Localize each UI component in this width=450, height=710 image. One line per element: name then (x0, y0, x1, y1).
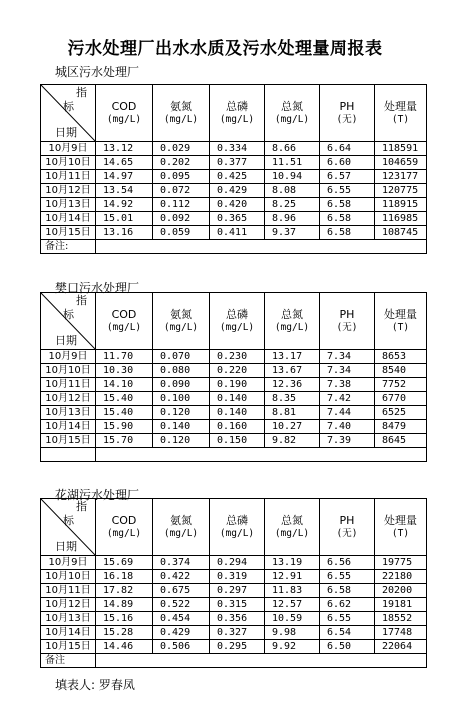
note-row (41, 448, 427, 462)
value-cell-tp: 0.140 (210, 406, 265, 420)
column-header-name: COD (111, 100, 137, 113)
table-row (41, 226, 427, 240)
value-cell-tp: 0.420 (210, 198, 265, 212)
header-row (41, 85, 427, 142)
value-cell-tn: 12.36 (265, 378, 320, 392)
column-header-name: 氨氮 (170, 308, 192, 321)
table-row (41, 584, 427, 598)
column-header-name: 总氮 (281, 514, 303, 527)
value-cell-tn: 9.82 (265, 434, 320, 448)
value-cell-cod: 14.89 (96, 598, 153, 612)
column-header-name: 总氮 (281, 100, 303, 113)
column-header-unit: (无) (336, 322, 358, 333)
diag-label-indicator: 指 (76, 86, 87, 99)
column-header (96, 499, 153, 556)
date-cell: 10月9日 (41, 350, 96, 364)
value-cell-volume: 118591 (375, 142, 427, 156)
column-header-unit: (无) (336, 528, 358, 539)
value-cell-tp: 0.230 (210, 350, 265, 364)
value-cell-nh3: 0.100 (153, 392, 210, 406)
date-cell: 10月12日 (41, 598, 96, 612)
value-cell-tp: 0.425 (210, 170, 265, 184)
date-cell: 10月15日 (41, 226, 96, 240)
value-cell-nh3: 0.092 (153, 212, 210, 226)
header-row (41, 499, 427, 556)
value-cell-ph: 6.56 (320, 556, 375, 570)
column-header (265, 293, 320, 350)
diag-label-date: 日期 (55, 126, 77, 139)
value-cell-cod: 14.97 (96, 170, 153, 184)
value-cell-volume: 8645 (375, 434, 427, 448)
data-table-fankou (40, 292, 427, 462)
column-header-name: 总磷 (226, 100, 248, 113)
value-cell-tp: 0.411 (210, 226, 265, 240)
date-cell: 10月9日 (41, 142, 96, 156)
date-cell: 10月12日 (41, 392, 96, 406)
value-cell-tn: 8.25 (265, 198, 320, 212)
value-cell-cod: 15.40 (96, 392, 153, 406)
value-cell-nh3: 0.070 (153, 350, 210, 364)
column-header (375, 85, 427, 142)
diagonal-header-cell (41, 293, 96, 350)
table-row (41, 556, 427, 570)
value-cell-tp: 0.297 (210, 584, 265, 598)
value-cell-volume: 118915 (375, 198, 427, 212)
value-cell-tn: 11.51 (265, 156, 320, 170)
value-cell-tn: 12.91 (265, 570, 320, 584)
column-header-name: PH (339, 514, 355, 527)
value-cell-nh3: 0.374 (153, 556, 210, 570)
value-cell-volume: 8653 (375, 350, 427, 364)
column-header-unit: (T) (391, 528, 410, 539)
note-row (41, 240, 427, 254)
date-cell: 10月14日 (41, 212, 96, 226)
value-cell-nh3: 0.112 (153, 198, 210, 212)
column-header (320, 499, 375, 556)
value-cell-volume: 108745 (375, 226, 427, 240)
table-row (41, 170, 427, 184)
diag-label-date: 日期 (55, 334, 77, 347)
column-header (210, 293, 265, 350)
value-cell-ph: 6.60 (320, 156, 375, 170)
column-header-name: COD (111, 514, 137, 527)
date-cell: 10月13日 (41, 198, 96, 212)
column-header (153, 499, 210, 556)
date-cell: 10月10日 (41, 364, 96, 378)
value-cell-tn: 10.27 (265, 420, 320, 434)
value-cell-volume: 123177 (375, 170, 427, 184)
value-cell-ph: 6.55 (320, 612, 375, 626)
table-row (41, 350, 427, 364)
value-cell-tn: 8.96 (265, 212, 320, 226)
date-cell: 10月12日 (41, 184, 96, 198)
value-cell-tn: 10.94 (265, 170, 320, 184)
column-header-unit: (T) (391, 322, 410, 333)
column-header-unit: (mg/L) (163, 114, 199, 125)
date-cell: 10月11日 (41, 170, 96, 184)
note-content-cell (96, 240, 427, 254)
value-cell-tp: 0.294 (210, 556, 265, 570)
value-cell-tp: 0.160 (210, 420, 265, 434)
column-header-unit: (mg/L) (106, 528, 142, 539)
table-row (41, 420, 427, 434)
data-table-huahu (40, 498, 427, 668)
value-cell-tn: 8.08 (265, 184, 320, 198)
value-cell-volume: 22180 (375, 570, 427, 584)
value-cell-ph: 6.55 (320, 570, 375, 584)
date-cell: 10月10日 (41, 570, 96, 584)
column-header (210, 499, 265, 556)
table-row (41, 156, 427, 170)
value-cell-tn: 9.92 (265, 640, 320, 654)
column-header (153, 85, 210, 142)
note-label: 备注 (41, 654, 96, 668)
value-cell-tn: 13.19 (265, 556, 320, 570)
value-cell-cod: 15.01 (96, 212, 153, 226)
diag-label-mark: 标 (63, 514, 74, 527)
value-cell-tp: 0.190 (210, 378, 265, 392)
data-table-chengqu (40, 84, 427, 254)
value-cell-cod: 14.92 (96, 198, 153, 212)
value-cell-nh3: 0.422 (153, 570, 210, 584)
column-header-unit: (mg/L) (219, 322, 255, 333)
table-row (41, 378, 427, 392)
value-cell-cod: 10.30 (96, 364, 153, 378)
value-cell-tp: 0.140 (210, 392, 265, 406)
column-header-unit: (mg/L) (163, 528, 199, 539)
table-row (41, 198, 427, 212)
value-cell-ph: 7.34 (320, 350, 375, 364)
diag-label-mark: 标 (63, 308, 74, 321)
table-row (41, 434, 427, 448)
table-row (41, 570, 427, 584)
value-cell-cod: 17.82 (96, 584, 153, 598)
diag-label-indicator: 指 (76, 500, 87, 513)
column-header-unit: (mg/L) (219, 528, 255, 539)
date-cell: 10月11日 (41, 378, 96, 392)
value-cell-ph: 6.57 (320, 170, 375, 184)
table-row (41, 212, 427, 226)
column-header-unit: (无) (336, 114, 358, 125)
value-cell-nh3: 0.675 (153, 584, 210, 598)
value-cell-cod: 15.28 (96, 626, 153, 640)
value-cell-ph: 6.50 (320, 640, 375, 654)
section-label-chengqu: 城区污水处理厂 (55, 65, 140, 79)
table-row (41, 142, 427, 156)
value-cell-tp: 0.315 (210, 598, 265, 612)
value-cell-cod: 13.54 (96, 184, 153, 198)
value-cell-tp: 0.334 (210, 142, 265, 156)
column-header (375, 293, 427, 350)
date-cell: 10月15日 (41, 434, 96, 448)
value-cell-nh3: 0.029 (153, 142, 210, 156)
value-cell-tp: 0.327 (210, 626, 265, 640)
column-header-unit: (mg/L) (274, 528, 310, 539)
value-cell-cod: 15.90 (96, 420, 153, 434)
value-cell-cod: 15.16 (96, 612, 153, 626)
date-cell: 10月13日 (41, 612, 96, 626)
table-row (41, 406, 427, 420)
diag-label-date: 日期 (55, 540, 77, 553)
value-cell-tp: 0.356 (210, 612, 265, 626)
table-row (41, 598, 427, 612)
column-header-name: 处理量 (384, 100, 417, 113)
value-cell-ph: 6.55 (320, 184, 375, 198)
column-header (320, 293, 375, 350)
value-cell-tp: 0.429 (210, 184, 265, 198)
value-cell-tn: 8.81 (265, 406, 320, 420)
value-cell-ph: 6.58 (320, 212, 375, 226)
column-header-unit: (mg/L) (274, 322, 310, 333)
table-row (41, 612, 427, 626)
value-cell-nh3: 0.506 (153, 640, 210, 654)
table-row (41, 184, 427, 198)
note-label: 备注: (41, 240, 96, 254)
value-cell-cod: 13.16 (96, 226, 153, 240)
value-cell-tn: 9.98 (265, 626, 320, 640)
value-cell-tn: 12.57 (265, 598, 320, 612)
date-cell: 10月11日 (41, 584, 96, 598)
value-cell-volume: 8540 (375, 364, 427, 378)
value-cell-nh3: 0.080 (153, 364, 210, 378)
note-content-cell (96, 654, 427, 668)
date-cell: 10月10日 (41, 156, 96, 170)
value-cell-cod: 13.12 (96, 142, 153, 156)
value-cell-tp: 0.377 (210, 156, 265, 170)
value-cell-ph: 6.62 (320, 598, 375, 612)
value-cell-tn: 13.67 (265, 364, 320, 378)
value-cell-ph: 7.44 (320, 406, 375, 420)
column-header-unit: (mg/L) (274, 114, 310, 125)
value-cell-nh3: 0.429 (153, 626, 210, 640)
value-cell-tn: 13.17 (265, 350, 320, 364)
filler-signature: 填表人: 罗春凤 (55, 678, 135, 692)
value-cell-cod: 14.65 (96, 156, 153, 170)
note-row (41, 654, 427, 668)
value-cell-nh3: 0.140 (153, 420, 210, 434)
table-row (41, 392, 427, 406)
date-cell: 10月13日 (41, 406, 96, 420)
value-cell-ph: 7.38 (320, 378, 375, 392)
date-cell: 10月9日 (41, 556, 96, 570)
table-row (41, 364, 427, 378)
value-cell-tn: 9.37 (265, 226, 320, 240)
column-header-unit: (mg/L) (163, 322, 199, 333)
column-header-unit: (mg/L) (219, 114, 255, 125)
value-cell-volume: 22064 (375, 640, 427, 654)
value-cell-ph: 7.39 (320, 434, 375, 448)
column-header-unit: (mg/L) (106, 114, 142, 125)
column-header (320, 85, 375, 142)
note-content-cell (96, 448, 427, 462)
value-cell-ph: 6.58 (320, 584, 375, 598)
value-cell-cod: 14.10 (96, 378, 153, 392)
column-header-name: 总磷 (226, 514, 248, 527)
header-row (41, 293, 427, 350)
value-cell-nh3: 0.095 (153, 170, 210, 184)
value-cell-ph: 6.64 (320, 142, 375, 156)
section-label-huahu: 花湖污水处理厂 (55, 488, 140, 502)
value-cell-ph: 6.58 (320, 226, 375, 240)
column-header-name: PH (339, 100, 355, 113)
note-label (41, 448, 96, 462)
value-cell-ph: 7.40 (320, 420, 375, 434)
column-header-name: 处理量 (384, 514, 417, 527)
value-cell-tn: 10.59 (265, 612, 320, 626)
column-header-name: 总磷 (226, 308, 248, 321)
value-cell-volume: 19181 (375, 598, 427, 612)
column-header (265, 85, 320, 142)
date-cell: 10月14日 (41, 626, 96, 640)
table-row (41, 640, 427, 654)
value-cell-nh3: 0.059 (153, 226, 210, 240)
value-cell-ph: 7.34 (320, 364, 375, 378)
column-header-name: PH (339, 308, 355, 321)
value-cell-tp: 0.220 (210, 364, 265, 378)
value-cell-cod: 14.46 (96, 640, 153, 654)
value-cell-volume: 120775 (375, 184, 427, 198)
column-header (265, 499, 320, 556)
table-row (41, 626, 427, 640)
value-cell-ph: 6.58 (320, 198, 375, 212)
value-cell-cod: 11.70 (96, 350, 153, 364)
value-cell-cod: 15.40 (96, 406, 153, 420)
value-cell-tn: 8.66 (265, 142, 320, 156)
value-cell-nh3: 0.202 (153, 156, 210, 170)
value-cell-tp: 0.295 (210, 640, 265, 654)
value-cell-volume: 116985 (375, 212, 427, 226)
column-header (96, 85, 153, 142)
value-cell-cod: 16.18 (96, 570, 153, 584)
column-header-name: 氨氮 (170, 100, 192, 113)
column-header (375, 499, 427, 556)
column-header (96, 293, 153, 350)
value-cell-volume: 104659 (375, 156, 427, 170)
diag-label-mark: 标 (63, 100, 74, 113)
value-cell-cod: 15.69 (96, 556, 153, 570)
value-cell-volume: 17748 (375, 626, 427, 640)
value-cell-ph: 6.54 (320, 626, 375, 640)
column-header (210, 85, 265, 142)
value-cell-volume: 20200 (375, 584, 427, 598)
column-header-unit: (T) (391, 114, 410, 125)
value-cell-tn: 11.83 (265, 584, 320, 598)
value-cell-nh3: 0.072 (153, 184, 210, 198)
diag-label-indicator: 指 (76, 294, 87, 307)
column-header-unit: (mg/L) (106, 322, 142, 333)
value-cell-volume: 7752 (375, 378, 427, 392)
section-label-fankou: 樊口污水处理厂 (55, 281, 140, 295)
report-title: 污水处理厂出水水质及污水处理量周报表 (67, 39, 383, 59)
value-cell-volume: 19775 (375, 556, 427, 570)
value-cell-tp: 0.365 (210, 212, 265, 226)
value-cell-nh3: 0.090 (153, 378, 210, 392)
column-header-name: 处理量 (384, 308, 417, 321)
column-header-name: 氨氮 (170, 514, 192, 527)
value-cell-nh3: 0.120 (153, 406, 210, 420)
value-cell-nh3: 0.120 (153, 434, 210, 448)
value-cell-tp: 0.319 (210, 570, 265, 584)
column-header-name: COD (111, 308, 137, 321)
diagonal-header-cell (41, 85, 96, 142)
value-cell-nh3: 0.522 (153, 598, 210, 612)
column-header (153, 293, 210, 350)
value-cell-nh3: 0.454 (153, 612, 210, 626)
value-cell-cod: 15.70 (96, 434, 153, 448)
date-cell: 10月14日 (41, 420, 96, 434)
value-cell-tn: 8.35 (265, 392, 320, 406)
date-cell: 10月15日 (41, 640, 96, 654)
column-header-name: 总氮 (281, 308, 303, 321)
value-cell-ph: 7.42 (320, 392, 375, 406)
value-cell-volume: 18552 (375, 612, 427, 626)
value-cell-volume: 8479 (375, 420, 427, 434)
value-cell-volume: 6525 (375, 406, 427, 420)
value-cell-tp: 0.150 (210, 434, 265, 448)
diagonal-header-cell (41, 499, 96, 556)
value-cell-volume: 6770 (375, 392, 427, 406)
